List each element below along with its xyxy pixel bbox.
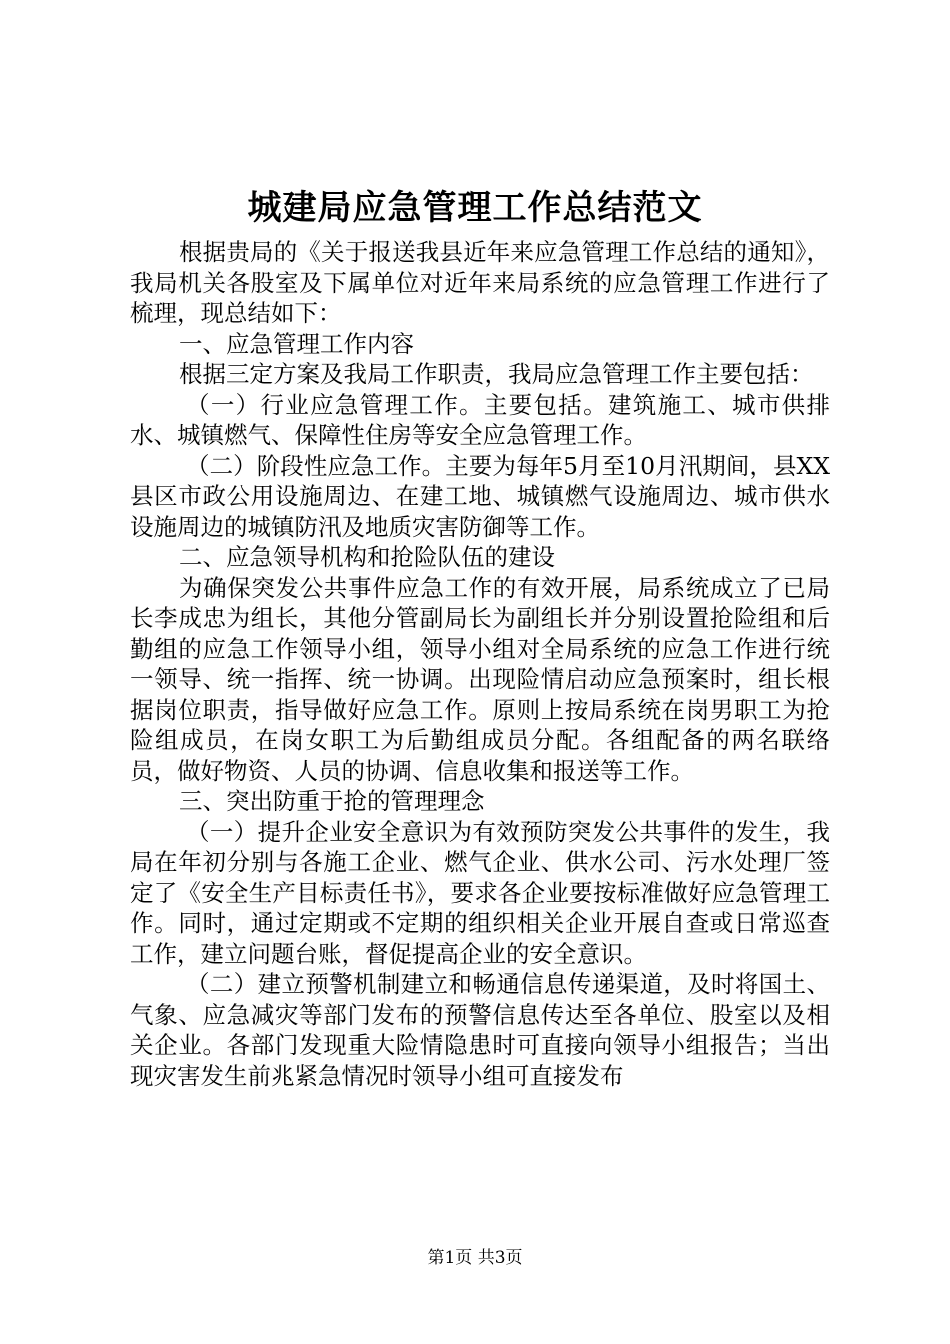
- paragraph: 二、应急领导机构和抢险队伍的建设: [179, 543, 555, 571]
- paragraph: 为确保突发公共事件应急工作的有效开展，局系统成立了已局长李成忠为组长，其他分管副局长为副组长并分别设置抢险组和后勤组的应急工作领导小组，领导小组对全局系统的应急工作进行统一领导、统一指挥、统一协调。出现险情启动应急预案时，组长根据岗位职责，指导做好应急工作。原则上按局系统在岗男职工为抢险组成员，在岗女职工为后勤组成员分配。各组配备的两名联络员，做好物资、人员的协调、信息收集和报送等工作。: [130, 573, 830, 785]
- document-title: 城建局应急管理工作总结范文: [247, 188, 703, 228]
- page-footer: 第1页 共3页: [427, 1248, 523, 1268]
- paragraph: 根据三定方案及我局工作职责，我局应急管理工作主要包括：: [179, 360, 814, 388]
- paragraph: 根据贵局的《关于报送我县近年来应急管理工作总结的通知》，我局机关各股室及下属单位对近年来局系统的应急管理工作进行了梳理，现总结如下：: [130, 238, 830, 327]
- document-body: [130, 237, 830, 1091]
- paragraph: （二）阶段性应急工作。主要为每年5月至10月汛期间，县XX县区市政公用设施周边、在建工地、城镇燃气设施周边、城市供水设施周边的城镇防汛及地质灾害防御等工作。: [130, 451, 830, 541]
- paragraph: （一）提升企业安全意识为有效预防突发公共事件的发生，我局在年初分别与各施工企业、燃气企业、供水公司、污水处理厂签定了《安全生产目标责任书》，要求各企业要按标准做好应急管理工作。同时，通过定期或不定期的组织相关企业开展自查或日常巡查工作，建立问题台账，督促提高企业的安全意识。: [130, 817, 830, 968]
- paragraph: （一）行业应急管理工作。主要包括。建筑施工、城市供排水、城镇燃气、保障性住房等安全应急管理工作。: [130, 390, 830, 449]
- paragraph: 三、突出防重于抢的管理理念: [179, 787, 485, 815]
- paragraph: （二）建立预警机制建立和畅通信息传递渠道，及时将国土、气象、应急减灾等部门发布的预警信息传达至各单位、股室以及相关企业。各部门发现重大险情隐患时可直接向领导小组报告；当出现灾害发生前兆紧急情况时领导小组可直接发布: [130, 970, 830, 1090]
- paragraph: 一、应急管理工作内容: [179, 329, 414, 358]
